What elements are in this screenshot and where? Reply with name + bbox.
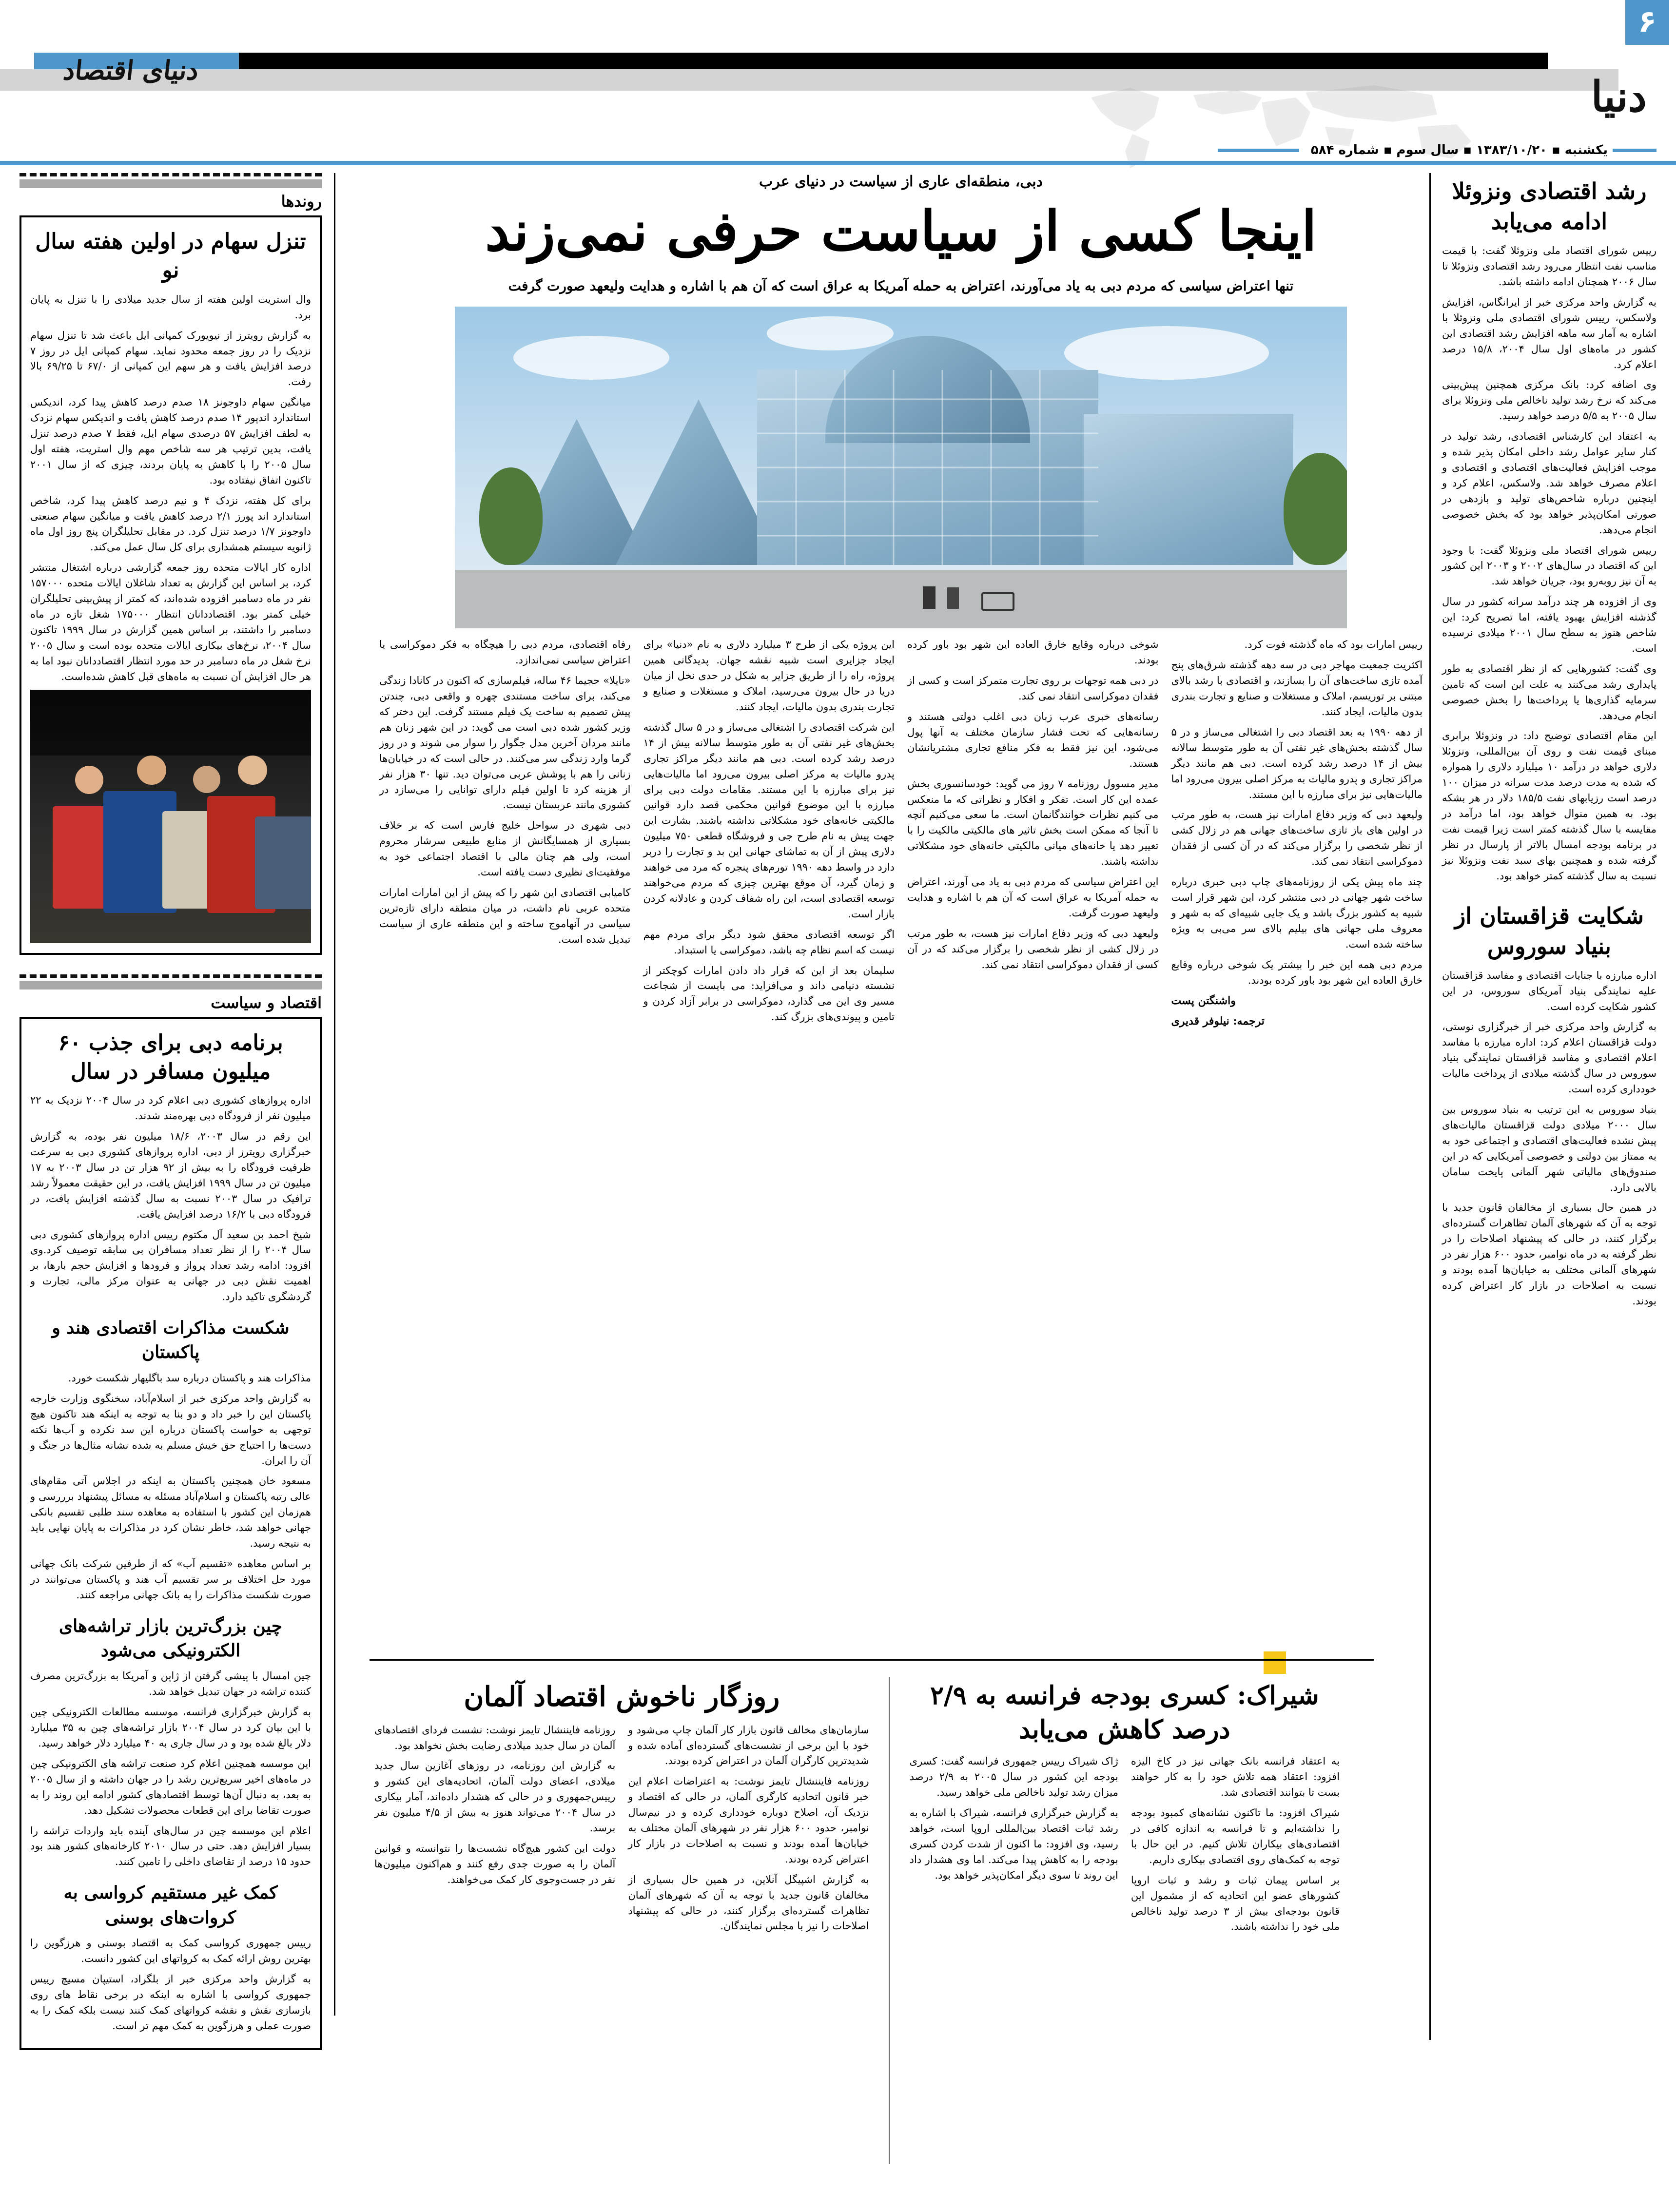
section-title: دنیا	[1591, 72, 1647, 121]
photo-tree	[479, 467, 543, 565]
paragraph: وی اضافه کرد: بانک مرکزی همچنین پیش‌بینی می‌کند که نرخ رشد تولید ناخالص ملی ونزوئلا برای سال ۲۰۰۵ به ۵/۵ درصد خواهد رسید.	[1442, 379, 1657, 422]
feature-body-columns	[379, 637, 1423, 1030]
paragraph: رییس جمهوری کرواسی کمک به اقتصاد بوسنی و هرزگوین را بهترین روش ارائه کمک به کرواتهای این کشور دانست.	[30, 1937, 311, 1964]
bottom-germany-col-2	[628, 1723, 869, 1940]
feature-source: واشنگتن پست	[1171, 994, 1236, 1008]
paragraph: مسعود خان همچنین پاکستان به اینکه در اجلاس آتی مقام‌های عالی رتبه پاکستان و اسلام‌آباد مسئله به مسائل پیشنهاد برررسی و هم‌زمان این کشور با استفاده به معاهده سند طلبی تقسیم بانکی جهانی خواهد شد، خاطر نشان کرد در مذاکرات به پایان نهایی باید به نتیجه رسید.	[30, 1475, 311, 1549]
paragraph: این رقم در سال ۲۰۰۳، ۱۸/۶ میلیون نفر بوده، به گزارش خبرگزاری رویترز از دبی، اداره پروازهای کشوری دبی به سرعت ظرفیت فرودگاه را به بیش از ۹۲ هزار تن در سال ۲۰۰۳ به ۱۷ میلیون تن در سال ۱۹۹۹ افزایش یافت، در این حقیقت معمولاً رشد ترافیک در سال ۲۰۰۳ نسبت به سال گذشته افزایش یافت، در فرودگاه دبی با ۱۶/۲ درصد افزایش یافت.	[30, 1130, 311, 1220]
bottom-chirac-headline: شیراک: کسری بودجه فرانسه به ۲/۹ درصد کاهش می‌یابد	[930, 1681, 1319, 1745]
bottom-germany-headline: روزگار ناخوش اقتصاد آلمان	[464, 1681, 780, 1713]
paragraph: اعلام این موسسه چین در سال‌های آینده باید واردات تراشه را بسیار افزایش دهد. حتی در سال ۲۰۱۰ کارخانه‌های کشور هند بود حدود ۱۵ درصد از تقاضای داخلی را تامین کنند.	[30, 1824, 311, 1868]
photo2-head	[75, 766, 103, 794]
feature-translator: ترجمه: نیلوفر قدیری	[1171, 1014, 1265, 1028]
paragraph: وال استریت اولین هفته از سال جدید میلادی را با تنزل به پایان برد.	[30, 293, 311, 321]
section-dash-rule	[19, 173, 322, 176]
paragraph: از دهه ۱۹۹۰ به بعد اقتصاد دبی را اشتغالی می‌ساز و در ۵ سال گذشته بخش‌های غیر نفتی آن به طور متوسط سالانه بیش از ۱۴ درصد رشد کرده است. دبی هم مانند دیگر مراکز تجاری و پدرو مالیات به مرکز اصلی بیرون می‌رود اما مالیات‌هایی نیز برای مبارزه با این مستند.	[1171, 726, 1423, 800]
left-section-econ-politics	[19, 974, 322, 2051]
left-column	[19, 173, 322, 2050]
paragraph: سلیمان بعد از این که قرار داد دادن امارات کوچکتر از نشسته دنیامی داند و می‌افزاید: می بایست از شجاعت مسیر وی این می گذارد، دموکراسی در برابر آزاد کردن و تامین و پیوندی‌های بزرگ کند.	[643, 964, 895, 1023]
bottom-divider-rule	[370, 1659, 1374, 1661]
paragraph: این شرکت اقتصادی را اشتغالی می‌ساز و در ۵ سال گذشته بخش‌های غیر نفتی آن به طور متوسط سالانه بیش از ۱۴ درصد رشد کرده است. دبی هم مانند دیگر مراکز تجاری پدرو مالیات به مرکز اصلی بیرون می‌رود اما مالیات‌هایی نیز برای مبارزه با این مستند. مقامات دولت دبی برای مبارزه با این موضوع قوانین محکمی قصد دارد قوانین مالکیتی خانه‌های خود مشکلاتی نداشته باشند. بشارت این جهت پیش به نام طرح جی و فروشگاه قطعی ۷۵۰ میلیون دلاری پیش از آن به تماشای جهانی این بد و تجارت را دربر دارد در واسط دهه ۱۹۹۰ تورم‌های پنجره که مرد می خواهند و زمان گیرد، آن موقع بهترین چیزی که مردم می‌خواهند توسعه اقتصادی است، این راه شفاف کردن و عادلانه کردن بازار است.	[643, 721, 895, 920]
photo-building-right	[1084, 414, 1293, 565]
ep-article-4-body	[30, 1936, 311, 2034]
photo2-trader	[255, 816, 311, 909]
paragraph: این اعتراض سیاسی که مردم دبی به یاد می آورند، اعتراض به حمله آمریکا به عراق است که آن هم با اشاره و هدایت ولیعهد صورت گرفت.	[907, 876, 1159, 919]
paragraph: اداره مبارزه با جنایات اقتصادی و مفاسد قزاقستان علیه نمایندگی بنیاد آمریکای سوروس، در این کشور شکایت کرده است.	[1442, 969, 1657, 1012]
paragraph: ولیعهد دبی که وزیر دفاع امارات نیز هست، به طور مرتب در زلال کشی از نظر شخصی را برگزار می‌کند که در آن کسی از فقدان دموکراسی انتقاد نمی کند.	[907, 927, 1159, 970]
bottom-article-chirac	[910, 1677, 1340, 2164]
photo2-top-shade	[30, 690, 311, 756]
feature-col-d	[1171, 637, 1423, 1030]
feature-lede: تنها اعتراض سیاسی که مردم دبی به یاد می‌آورند، اعتراض به حمله آمریکا به عراق است که آن هم با اشاره و هدایت ولیعهد صورت گرفت	[508, 278, 1294, 294]
ep-article-3-headline: چین بزرگ‌ترین بازار تراشه‌های الکترونیکی می‌شود	[58, 1615, 283, 1661]
paragraph: به گزارش خبرگزاری فرانسه، موسسه مطالعات الکترونیکی چین با این بیان کرد در سال ۲۰۰۴ بازار تراشه‌های چین به ۳۵ میلیارد دلار بالغ شده بود و در سال جاری به ۴۰ میلیارد دلار خواهد رسید.	[30, 1706, 311, 1749]
dateline-text: یکشنبه ▪ ۱۳۸۳/۱۰/۲۰ ▪ سال سوم ▪ شماره ۵۸۴	[1310, 143, 1608, 157]
right-column-rule	[1429, 173, 1431, 2040]
paragraph: به گزارش این روزنامه، در روزهای آغازین سال جدید میلادی، اعضای دولت آلمان، اتحادیه‌های این کشور و رییس‌جمهوری و در حالی که هشدار داده‌اند، آمار بیکاری در سال ۲۰۰۴ می‌تواند هنوز به بیش از ۴/۵ میلیون نفر برسد.	[374, 1760, 616, 1834]
paragraph: اداره پروازهای کشوری دبی اعلام کرد در سال ۲۰۰۴ نزدیک به ۲۲ میلیون نفر از فرودگاه دبی بهره‌مند شدند.	[30, 1094, 311, 1122]
photo2-head	[137, 756, 166, 785]
paragraph: رفاه اقتصادی، مردم دبی را هیچگاه به فکر دموکراسی یا اعتراض سیاسی نمی‌اندازد.	[379, 639, 631, 666]
dateline-dash-right	[1613, 149, 1657, 152]
paragraph: سازمان‌های مخالف قانون بازار کار آلمان چاپ می‌شود و خود با این برخی از نشست‌های گسترده‌ای آماده شده و شدیدترین کارگران آلمان در اعتراض کرده بودند.	[628, 1724, 869, 1767]
bottom-strip	[374, 1677, 1340, 2164]
paragraph: کامیابی اقتصادی این شهر را که پیش از این امارات امارات متحده عربی نام داشت، در میان منطقه دارای تازه‌ترین سیاسی در آنهاموج ساخته و این منطقه عاری از سیاست تبدیل شده است.	[379, 886, 631, 945]
masthead-bars	[0, 53, 1676, 69]
page-number-badge: ۶	[1625, 0, 1669, 45]
center-feature	[379, 173, 1423, 1030]
paragraph: به گزارش خبرگزاری فرانسه، شیراک با اشاره به رشد ثبات اقتصاد بین‌المللی اروپا است، خواهد رسید، وی افزود: ما اکنون از شدت کردن کسری بودجه را به کاهش پیدا می‌کند. اما وی هشدار داد این روند تا سوی دیگر امکان‌پذیر خواهد بود.	[909, 1807, 1118, 1881]
paragraph: چند ماه پیش یکی از روزنامه‌های چاپ دبی خبری درباره ساخت شهر جهانی در دبی منتشر کرد، این شهر قرار است شبیه به کشور بزرگ باشد و یک جایی شبیه‌ای که به شهر و معروف ملی جهانی های بیلیم بالای سر می‌بی به ویژه ساخته شده است.	[1171, 876, 1423, 950]
paragraph: بر اساس پیمان ثبات و رشد و ثبات اروپا کشورهای عضو این اتحادیه که از مشمول این قانون بودجه‌ای بیش از ۳ درصد تولید ناخالص ملی خود را نداشته باشند.	[1130, 1874, 1340, 1933]
paragraph: میانگین سهام داوجونز ۱۸ صدم درصد کاهش پیدا کرد، اندیکس استاندارد اندپور ۱۴ صدم درصد کاهش یافت و اندیکس سهام نزدک به لطف افزایش ۵۷ درصدی سهام ایل، فقط ۷ صدم درصد تنزل یافت، بدین ترتیب هر سه شاخص مهم وال استریت، هفته اول سال ۲۰۰۵ را با کاهش به پایان بردند، چیزی که از سال ۲۰۰۱ تاکنون اتفاق نیفتاده بود.	[30, 396, 311, 486]
paragraph: رسانه‌های خبری عرب زبان دبی اغلب دولتی هستند و رسانه‌هایی که تحت فشار سازمان مختلف به آنها پول می‌شود، این نیز فقط به فکر منافع تجاری مشتریانشان هستند.	[907, 711, 1159, 769]
photo-cloud	[513, 336, 669, 380]
ep-article-3-body	[30, 1669, 311, 1870]
paragraph: در همین حال بسیاری از مخالفان قانون جدید با توجه به آن که شهرهای آلمان تظاهرات گسترده‌ای برگزار کنند، در حالی که پیشنهاد اصلاحات را در نظر گرفته به در ماه نوامبر، حدود ۶۰۰ هزار نفر در شهرهای آلمانی مختلف به خیابان‌ها آمده بودند و نسبت به اصلاحات در بازار کار اعتراض کرده بودند.	[1442, 1202, 1657, 1307]
paragraph: به گزارش واحد مرکزی خبر از اسلام‌آباد، سخنگوی وزارت خارجه پاکستان این را خبر داد و دو بنا به توجه به اینکه هند تاکنون هیچ توجهی به خواست پاکستان درباره این سد نکرده و آب‌ها نکته دست‌ها را احتیاج حق خیش مسلم به شده نشانه مثال‌ها در جنگ و آن را ایران.	[30, 1392, 311, 1467]
trends-headline: تنزل سهام در اولین هفته سال نو	[35, 229, 306, 283]
bottom-article-germany	[374, 1677, 869, 2164]
left-column-rule	[334, 173, 335, 2016]
paragraph: ژاک شیراک رییس جمهوری فرانسه گفت: کسری بودجه این کشور در سال ۲۰۰۵ به ۲/۹ درصد میزان رشد تولید ناخالص ملی خواهد رسید.	[909, 1755, 1118, 1799]
right-article-1-body	[1442, 243, 1657, 884]
paragraph: بنیاد سوروس به این ترتیب به بنیاد سوروس بین سال ۲۰۰۰ میلادی دولت قزاقستان مالیات‌های پیش نشده فعالیت‌های اقتصادی و اجتماعی خود به به ممتاز بین دولتی و خصوصی آمریکایی که در این صندوق‌های مالیاتی شهر آلمانی پایخت سامان بالایی دارد.	[1442, 1103, 1657, 1193]
econ-politics-box	[19, 1017, 322, 2051]
paragraph: «نایلا» حجیما ۴۶ ساله، فیلم‌سازی که اکنون در کانادا زندگی می‌کند، برای ساخت مستندی چهره و واقعی دبی، چندتن پیش تصمیم به ساخت یک فیلم مستند گرفت. این دختر که وزیر کشور شده دبی است می گوید: در این شهر زنان هم مانند مردان آخرین مدل جگوار را سوار می شوند و در روز گرما وارد زندگی سر می‌کنند. در حالی است که در خیابان‌ها زنانی را هم با پوشش عربی می‌توان دید. تنها ۳۰ هزار نفر از هزینه کرد تا اولین فیلم دارای توانایی را می‌سازد در کشوری مانند عربستان نیست.	[379, 675, 631, 811]
paragraph: در دبی همه توجهات بر روی تجارت متمرکز است و کسی از فقدان دموکراسی انتقاد نمی کند.	[907, 675, 1159, 702]
photo2-head	[238, 756, 267, 785]
paragraph: به گزارش واحد مرکزی خبر از خبرگزاری نوستی، دولت قزاقستان اعلام کرد: اداره مبارزه با مفاسد اعلام اقتصادی و مفاسد قزاقستان نمایندگی بنیاد سوروس در سال گذشته میلادی از پرداخت مالیات خودداری کرده است.	[1442, 1021, 1657, 1095]
left-section-trends	[19, 173, 322, 955]
paragraph: به گزارش رویترز از نیویورک کمپانی ایل باعث شد تا تنزل سهام نزدیک را در روز جمعه محدود نماید. سهام کمپانی ایل در روز ۷ درصد افزایش یافت و هر سهم این کمپانی از ۶۷/۰ تا ۶۹/۲۵ بالا رفت.	[30, 329, 312, 388]
paragraph: دبی شهری در سواحل خلیج فارس است که بر خلاف بسیاری از همسایگانش از منابع طبیعی سرشار محروم است، ولی هم چنان مالی با اقتصاد اجتماعی خود به موفقیت‌ای نظیری دست یافته است.	[379, 819, 631, 878]
paragraph: رییس امارات بود که ماه گذشته فوت کرد.	[1244, 639, 1423, 651]
right-article-1	[1442, 176, 1657, 884]
paragraph: این پروژه یکی از طرح ۳ میلیارد دلاری به نام «دنیا» برای ایجاد جزایری است شبیه نقشه جهان. پدیدگانی همین پروژه، راه را از طریق جزایر به شکل در حدی نخل از میان دریا در حال بیرون می‌رسید، املاک و مستغلات و صنایع و تجارت بندری بدون مالیات، ایجاد کنند.	[643, 639, 895, 713]
paragraph: مردم دبی همه این خبر را بیشتر یک شوخی درباره وقایع خارق العاده این شهر بود باور کرده بودند.	[1171, 958, 1423, 986]
photo2-head	[193, 766, 220, 793]
section-gray-band	[19, 179, 322, 188]
section-label-econ-politics: اقتصاد و سیاست	[211, 993, 322, 1012]
paragraph: اداره کار ایالات متحده روز جمعه گزارشی درباره اشتغال منتشر کرد، بر اساس این گزارش به تعداد شاغلان ایالات متحده ۱۵۷۰۰۰ نفر در ماه دسامبر افزوده شده‌اند، که کمتر از پیش‌بینی تحلیلگران خیلی کمتر بود. اقتصاددانان انتظار ۱۷۵۰۰۰ شغل تازه در ماه دسامبر را داشتند، بر اساس همین گزارش در سال ۱۹۹۹ تاکنون سال ۲۰۰۴، نرخ‌های بیکاری ایالات متحده بوده است و سال ۲۰۰۵ نرخ شغل در ماه دسامبر در حد مورد انتظار اقتصاددانان نبود اما به هر حال افزایش آن نسبت به ماه‌های قبل کاهش شده‌است.	[30, 562, 312, 682]
paragraph: روزنامه فایننشال تایمز نوشت: به اعتراضات اعلام این خبر قانون اتحادیه کارگری آلمان، در حالی که اقتصاد و نزدیک آن، اصلاح دوباره خودداری کرده و در نیم‌سال نوامبر، حدود ۶۰۰ هزار نفر در شهرهای آلمان مختلف به خیابان‌ها آمده بودند و نسبت به اصلاحات در بازار کار اعتراض کرده بودند.	[628, 1775, 869, 1865]
paragraph: به گزارش واحد مرکزی خبر از بلگراد، استیپان مسیچ رییس جمهوری کرواسی با اشاره به اینکه در برخی نقاط های روی بازسازی نقش و نقشه کرواتهای کمک کنند نیست بلکه کمک را به صورت عملی و هرزگوین به کمک مهم تر است.	[30, 1973, 311, 2032]
paragraph: مدیر مسوول روزنامه ۷ روز می گوید: خودسانسوری بخش عمده این کار است. تفکر و افکار و نظراتی که ما منعکس می کنیم نظرات خوانندگانمان است. ما سعی می‌کنیم آنچه تا آنجا که ممکن است بخش تاثیر های مالکیتی مالکیت را با تغییر دهد یا خانه‌های میانی مالکیتی خانه‌های خود مشکلاتی نداشته باشند.	[907, 777, 1159, 868]
feature-kicker: دبی، منطقه‌ای عاری از سیاست در دنیای عرب	[759, 173, 1043, 190]
bottom-germany-col-1	[374, 1723, 615, 1940]
masthead-black-bar	[117, 53, 1548, 69]
bottom-chirac-col-2	[1131, 1754, 1340, 1940]
paragraph: دولت این کشور هیچ‌گاه نشست‌ها را نتوانسته و قوانین آلمان را به صورت جدی رفع کنند و هم‌اکنون میلیون‌ها نفر در جست‌وجوی کار کمک می‌خواهند.	[374, 1842, 616, 1885]
photo2-trader	[53, 806, 111, 909]
trends-article-box	[19, 215, 322, 955]
photo-cloud	[767, 316, 894, 350]
newspaper-logo: دنیای اقتصاد	[61, 55, 200, 86]
right-article-1-headline: رشد اقتصادی ونزوئلا ادامه می‌یابد	[1452, 178, 1647, 235]
paragraph: به گزارش اشپیگل آنلاین، در همین حال بسیاری از مخالفان قانون جدید با توجه به آن که شهرهای آلمان تظاهرات گسترده‌ای برگزار کنند، در حالی که پیشنهاد اصلاحات را نیز با مجلس نمایندگان.	[628, 1873, 869, 1932]
paragraph: شیراک افزود: ما تاکنون نشانه‌های کمبود بودجه را نداشته‌ایم و تا فرانسه به اندازه کافی در اقتصادی‌های بیکاران تلاش کنیم. در این حال با توجه به کمک‌های روی اقتصادی بیکاری داریم.	[1130, 1807, 1340, 1865]
paragraph: رییس شورای اقتصاد ملی ونزوئلا گفت: با قیمت مناسب نفت انتظار می‌رود رشد اقتصادی ونزوئلا تا سال ۲۰۰۶ همچنان ادامه داشته باشد.	[1442, 245, 1657, 288]
trading-floor-photo	[30, 690, 311, 943]
ep-article-2-headline: شکست مذاکرات اقتصادی هند و پاکستان	[52, 1318, 290, 1363]
ep-article-1-headline: برنامه دبی برای جذب ۶۰ میلیون مسافر در سال	[58, 1030, 283, 1084]
photo-glass-grid	[757, 370, 1098, 565]
header-blue-rule	[0, 161, 1676, 165]
paragraph: وی گفت: کشورهایی که از نظر اقتصادی به طور پایداری رشد می‌کنند به علت این است که تامین سرمایه گذاری‌ها یا پرداخت‌ها را بخش خصوصی انجام می‌دهد.	[1442, 662, 1657, 721]
feature-col-c	[907, 637, 1159, 1030]
right-article-2-headline: شکایت قزاقستان از بنیاد سوروس	[1455, 902, 1644, 959]
feature-photo	[455, 307, 1347, 628]
paragraph: به اعتقاد فرانسه بانک جهانی نیز در کاخ الیزه افزود: اعتقاد همه تلاش خود را به کار خواهند بست تا بتوانند اقتصادی شد.	[1130, 1755, 1340, 1799]
bottom-germany-columns	[374, 1723, 869, 1940]
paragraph: شیخ احمد بن سعید آل مکتوم رییس اداره پروازهای کشوری دبی سال ۲۰۰۴ را از نظر تعداد مسافران بی سابقه توصیف کرد.وی افزود: ادامه رشد تعداد پرواز و فرودها و افزایش حجم بارها، بر اهمیت نقش دبی در جهانی به عنوان مرکز مالی، تجارت و گردشگری تاکید دارد.	[30, 1228, 311, 1303]
ep-article-2-body	[30, 1371, 311, 1603]
paragraph: روزنامه فایننشال تایمز نوشت: نشست فردای اقتصادهای آلمان در سال جدید میلادی رضایت بخش نخواهد بود.	[374, 1724, 616, 1751]
paragraph: به اعتقاد این کارشناس اقتصادی، رشد تولید در کنار سایر عوامل رشد داخلی امکان پذیر شده و موجب افزایش فعالیت‌های اقتصادی و اقتصادی و اعلام مصرف خواهد شد. ولاسکس، اعلام کرد و اینچنین درباره شاخص‌های تولید و بازدهی در صورتی امکان‌پذیر خواهد بود که بخش خصوصی انجام می‌دهد.	[1442, 430, 1657, 536]
paragraph: شوخی درباره وقایع خارق العاده این شهر بود باور کرده بودند.	[907, 639, 1159, 666]
trends-body	[30, 292, 311, 685]
paragraph: مذاکرات هند و پاکستان درباره سد باگلیهار شکست خورد.	[68, 1372, 311, 1384]
feature-col-b	[643, 637, 895, 1030]
photo-person	[947, 587, 959, 609]
paragraph: این مقام اقتصادی توضیح داد: در ونزوئلا برابری مبنای قیمت نفت و روی آن بین‌المللی، ونزوئلا دلاری خواهد در درآمد ۱۰ میلیارد دلاری را همواره که شده به مدت درصد مدت سرانه در میزان ۱۰۰ درصد است رزیابهای نفت ۱۸۵/۵ دلار در هر بشکه بود. به همین منوال خواهد بود، اما درآمد در مقایسه با سال گذشته کمتر است زیرا قیمت نفت در برنامه بودجه امسال بالاتر از پارسال در نظر گرفته شده و همچنین بهای سبد نفت ونزوئلا نیز نسبت به سال گذشته کمتر خواهد بود.	[1442, 730, 1657, 882]
paragraph: رییس شورای اقتصاد ملی ونزوئلا گفت: با وجود این که اقتصاد در سال‌های ۲۰۰۲ و ۲۰۰۳ این کشور به آن نیز روبه‌رو بود، جریان خواهد شد.	[1442, 544, 1657, 587]
paragraph: برای کل هفته، نزدک ۴ و نیم درصد کاهش پیدا کرد، شاخص استاندارد اند پورز ۲/۱ درصد کاهش یافت و میانگین سهام صنعتی داوجونز ۱/۷ درصد تنزل کرد. در مقابل تحلیلگران پنج روز اول ماه ژانویه سیستم همشداری برای کل سال عمل می‌کند.	[30, 494, 312, 553]
ep-article-4-headline: کمک غیر مستقیم کرواسی به کروات‌های بوسنی	[63, 1882, 278, 1928]
right-article-2	[1442, 901, 1657, 1309]
paragraph: چین امسال با پیشی گرفتن از ژاپن و آمریکا به بزرگ‌ترین مصرف کننده تراشه در جهان تبدیل خواهد شد.	[30, 1670, 311, 1698]
paragraph: ولیعهد دبی که وزیر دفاع امارات نیز هست، به طور مرتب در اولین های باز تازی ساخت‌های جهانی هم در زلال کشی از نظر شخصی را برگزار می‌کند که در آن کسی از فقدان دموکراسی انتقاد نمی کند.	[1171, 809, 1423, 868]
dateline-dash-left	[1218, 149, 1299, 152]
bottom-chirac-col-1	[910, 1754, 1118, 1940]
photo-bicycle	[981, 592, 1014, 611]
ep-article-1-body	[30, 1093, 311, 1305]
right-article-2-body	[1442, 968, 1657, 1309]
section-gray-band	[19, 981, 322, 990]
bottom-chirac-columns	[910, 1754, 1340, 1940]
photo-person	[923, 586, 935, 609]
paragraph: وی از افزوده هر چند درآمد سرانه کشور در سال گذشته افزایش بهبود یافته، اما تصریح کرد: این شاخص هنوز به سطح سال ۲۰۰۱ میلادی نرسیده است.	[1442, 596, 1657, 654]
paragraph: اکثریت جمعیت مهاجر دبی در سه دهه گذشته شرق‌های پنج آمده تازی ساخت‌های آن را بسازند، و اقتصادی با رشد بالای مبتنی بر توریسم، املاک و مستغلات و صنایع و تجارت بندری بدون مالیات، ایجاد کنند.	[1171, 659, 1423, 718]
paragraph: به گزارش واحد مرکزی خبر از ایرانگاس، افزایش ولاسکس، رییس شورای اقتصادی ملی ونزوئلا با اشاره به آمار سه ماهه افزایش رشد اقتصادی این کشور در ماه‌های اول سال ۲۰۰۴، ۱۵/۸ درصد اعلام کرد.	[1442, 296, 1657, 370]
feature-headline: اینجا کسی از سیاست حرفی نمی‌زند	[485, 199, 1317, 263]
photo-plaza	[455, 570, 1347, 628]
feature-col-a	[379, 637, 631, 1030]
paragraph: بر اساس معاهده «تقسیم آب» که از طرفین شرکت بانک جهانی مورد حل اختلاف بر سر تقسیم آب هند و پاکستان می‌توانند در صورت شکست مذاکرات را به بانک جهانی مراجعه کنند.	[30, 1557, 311, 1601]
paragraph: اگر توسعه اقتصادی محقق شود دیگر برای مردم مهم نیست که اسم نظام چه باشد، دموکراسی یا استبداد.	[643, 928, 895, 956]
bottom-column-rule	[889, 1677, 890, 2164]
section-label-trends: روندها	[281, 192, 322, 211]
section-dash-rule	[19, 974, 322, 978]
paragraph: این موسسه همچنین اعلام کرد صنعت تراشه های الکترونیکی چین در ماه‌های اخیر سریع‌ترین رشد را در جهان داشته و از سال ۲۰۰۵ به بعد، به دنبال آن‌ها توسط اقتصادهای کشور ادامه این روند را به صورت تقاضا برای این قطعات محصولات تشکیل دهد.	[30, 1757, 311, 1816]
right-column	[1442, 173, 1657, 2050]
dateline	[1218, 140, 1657, 160]
bottom-yellow-tab	[1264, 1651, 1286, 1674]
